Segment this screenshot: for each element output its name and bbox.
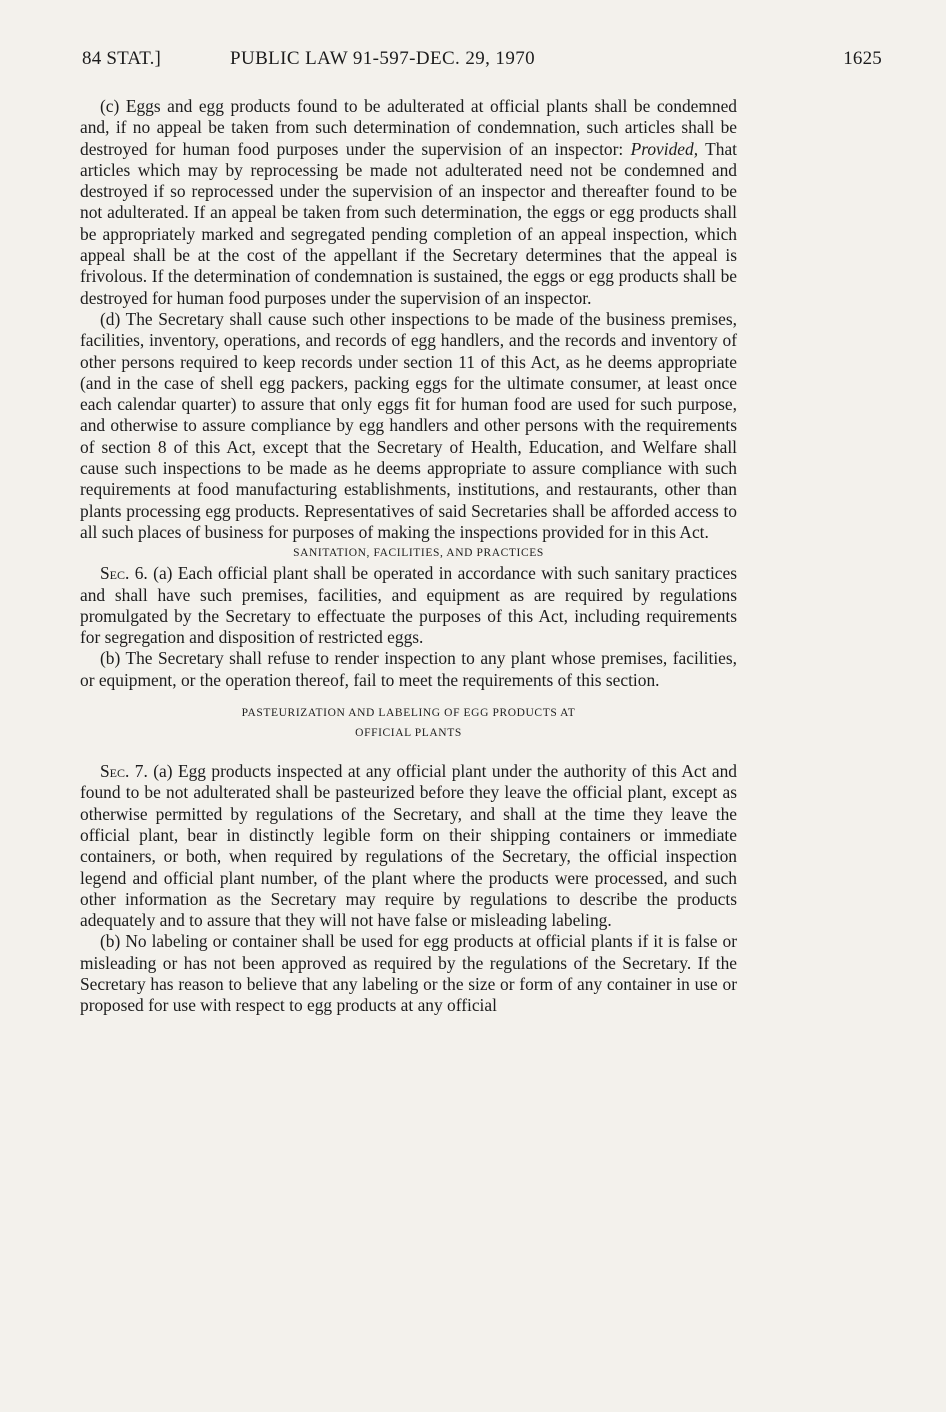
paragraph-d: (d) The Secretary shall cause such other inspections to be made of the business premises, facilities, inventory, operations, and records of egg handlers, and the records and inventory of other persons required to keep records under section 11 of this Act, as he deems appropriate (and in the case of shell egg packers, packing eggs for the ultimate consumer, at least once each calendar quarter) to assure that only eggs fit for human food are used for such purpose, and otherwise to assure compliance by egg handlers and other persons with the requirements of section 8 of this Act, except that the Secretary of Health, Education, and Welfare shall cause such inspections to be made as he deems appropriate to assure compliance with such requirements at food manufacturing establishments, institutions, and restaurants, other than plants processing egg products. Representatives of said Secretaries shall be afforded access to all such places of business for purposes of making the inspections provided for in this Act. — [80, 308, 737, 542]
document-body — [80, 96, 737, 1017]
provided-italic: Provided, — [630, 138, 699, 159]
paragraph-c: (c) Eggs and egg products found to be adulterated at official plants shall be condemned and, if no appeal be taken from such determination of condemnation, such articles shall be destroyed for human food purposes under the supervision of an inspector: Provided, That articles which may by reprocessing be made not adulterated need not be condemned and destroyed if so reprocessed under the supervision of an inspector and thereafter found to be not adulterated. If an appeal be taken from such determination, the eggs or egg products shall be appropriately marked and segregated pending completion of an appeal inspection, which appeal shall be at the cost of the appellant if the Secretary determines that the appeal is frivolous. If the determination of condemnation is sustained, the eggs or egg products shall be destroyed for human food purposes under the supervision of an inspector. — [80, 96, 737, 308]
section-label: Sec. 7. — [100, 761, 148, 782]
statute-volume: 84 STAT.] — [82, 48, 162, 69]
paragraph-sec6a: Sec. 6. (a) Each official plant shall be operated in accordance with such sanitary practices and shall have such premises, facilities, and equipment as are required by regulations promulgated by the Secretary to effectuate the purposes of this Act, including requirements for segregation and disposition of restricted eggs. — [80, 563, 737, 648]
section-heading-pasteurization: PASTEURIZATION AND LABELING OF EGG PRODUCTS AT OFFICIAL PLANTS — [241, 707, 576, 740]
law-title: PUBLIC LAW 91-597-DEC. 29, 1970 — [230, 48, 536, 69]
paragraph-sec7a: Sec. 7. (a) Egg products inspected at any official plant under the authority of this Act and found to be not adulterated shall be pasteurized before they leave the official plant, except as otherwise permitted by regulations of the Secretary, and shall at the time they leave the official plant, bear in distinctly legible form on their shipping containers or immediate containers, or both, when required by regulations of the Secretary, the official inspection legend and official plant number, of the plant where the products were processed, and such other information as the Secretary may require by regulations to describe the products adequately and to assure that they will not have false or misleading labeling. — [80, 761, 737, 931]
paragraph-sec7b: (b) No labeling or container shall be used for egg products at official plants if it is false or misleading or has not been approved as required by the regulations of the Secretary. If the Secretary has reason to believe that any labeling or the size or form of any container in use or proposed for use with respect to egg products at any official — [80, 931, 737, 1016]
section-heading-sanitation: SANITATION, FACILITIES, AND PRACTICES — [293, 547, 544, 560]
running-head — [82, 48, 882, 76]
section-label: Sec. 6. — [100, 563, 148, 584]
paragraph-sec6b: (b) The Secretary shall refuse to render inspection to any plant whose premises, facilities, or equipment, or the operation thereof, fail to meet the requirements of this section. — [80, 648, 737, 690]
page-number: 1625 — [843, 48, 882, 69]
